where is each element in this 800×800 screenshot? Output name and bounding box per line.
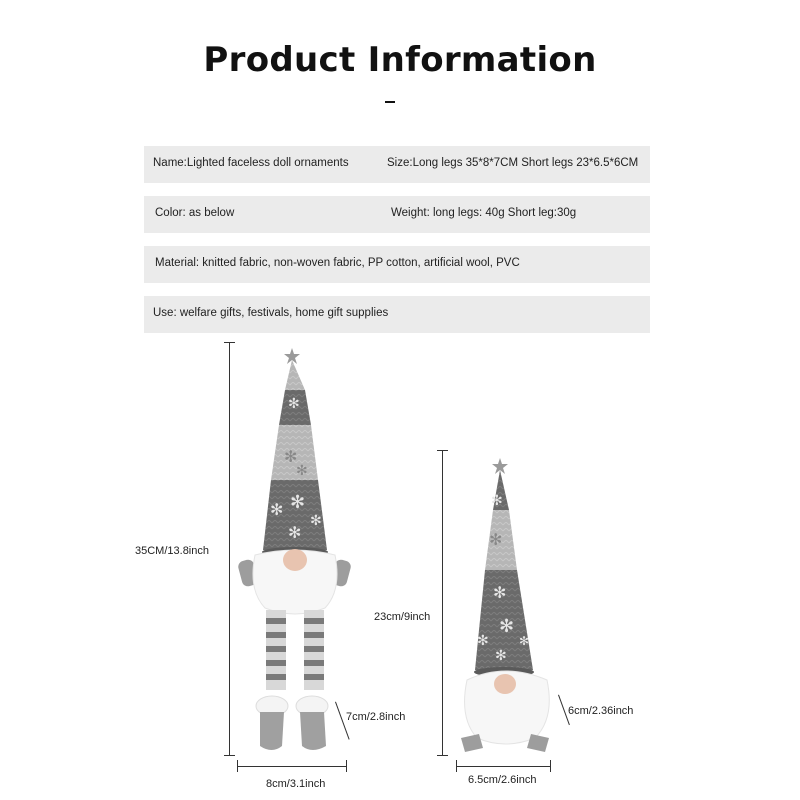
spec-row-color-weight <box>144 196 650 233</box>
long-height-label: 35CM/13.8inch <box>135 545 209 557</box>
spec-size: Size:Long legs 35*8*7CM Short legs 23*6.5*6CM <box>387 157 639 169</box>
spec-row-name-size <box>144 146 650 183</box>
spec-color: Color: as below <box>155 207 235 219</box>
short-height-line <box>442 450 443 755</box>
short-width-tick-right <box>550 760 551 772</box>
svg-text:✻: ✻ <box>489 530 503 549</box>
svg-text:✻: ✻ <box>493 583 507 602</box>
long-legs-gnome-image <box>230 340 360 760</box>
short-width-label: 6.5cm/2.6inch <box>468 774 537 786</box>
long-width-line <box>237 766 347 767</box>
spec-use: Use: welfare gifts, festivals, home gift supplies <box>153 307 389 319</box>
svg-text:✻: ✻ <box>288 396 300 412</box>
svg-text:✻: ✻ <box>270 500 284 519</box>
long-height-tick-top <box>224 342 235 343</box>
svg-text:✻: ✻ <box>296 463 308 479</box>
svg-text:✻: ✻ <box>284 447 298 466</box>
svg-text:✻: ✻ <box>477 633 489 649</box>
long-width-label: 8cm/3.1inch <box>266 778 326 790</box>
long-height-tick-bottom <box>224 755 235 756</box>
title-divider <box>385 101 395 103</box>
svg-text:✻: ✻ <box>495 648 507 664</box>
long-height-line <box>229 342 230 755</box>
short-body-label: 6cm/2.36inch <box>568 705 634 717</box>
spec-name: Name:Lighted faceless doll ornaments <box>153 157 349 169</box>
long-width-tick-right <box>346 760 347 772</box>
short-width-tick-left <box>456 760 457 772</box>
short-height-tick-bottom <box>437 755 448 756</box>
spec-weight: Weight: long legs: 40g Short leg:30g <box>391 207 577 219</box>
long-width-tick-left <box>237 760 238 772</box>
svg-text:✻: ✻ <box>310 513 322 529</box>
svg-text:✻: ✻ <box>491 493 503 509</box>
page-title: Product Information <box>203 40 597 80</box>
short-height-label: 23cm/9inch <box>374 611 431 623</box>
spec-row-use <box>144 296 650 333</box>
spec-row-material <box>144 246 650 283</box>
svg-text:✻: ✻ <box>290 492 306 513</box>
svg-text:✻: ✻ <box>499 616 515 637</box>
short-height-tick-top <box>437 450 448 451</box>
long-leg-label: 7cm/2.8inch <box>346 711 406 723</box>
svg-text:✻: ✻ <box>519 634 530 648</box>
svg-text:✻: ✻ <box>288 523 302 542</box>
short-legs-gnome-image <box>455 450 565 760</box>
short-width-line <box>456 766 551 767</box>
spec-material: Material: knitted fabric, non-woven fabric, PP cotton, artificial wool, PVC <box>155 257 520 269</box>
